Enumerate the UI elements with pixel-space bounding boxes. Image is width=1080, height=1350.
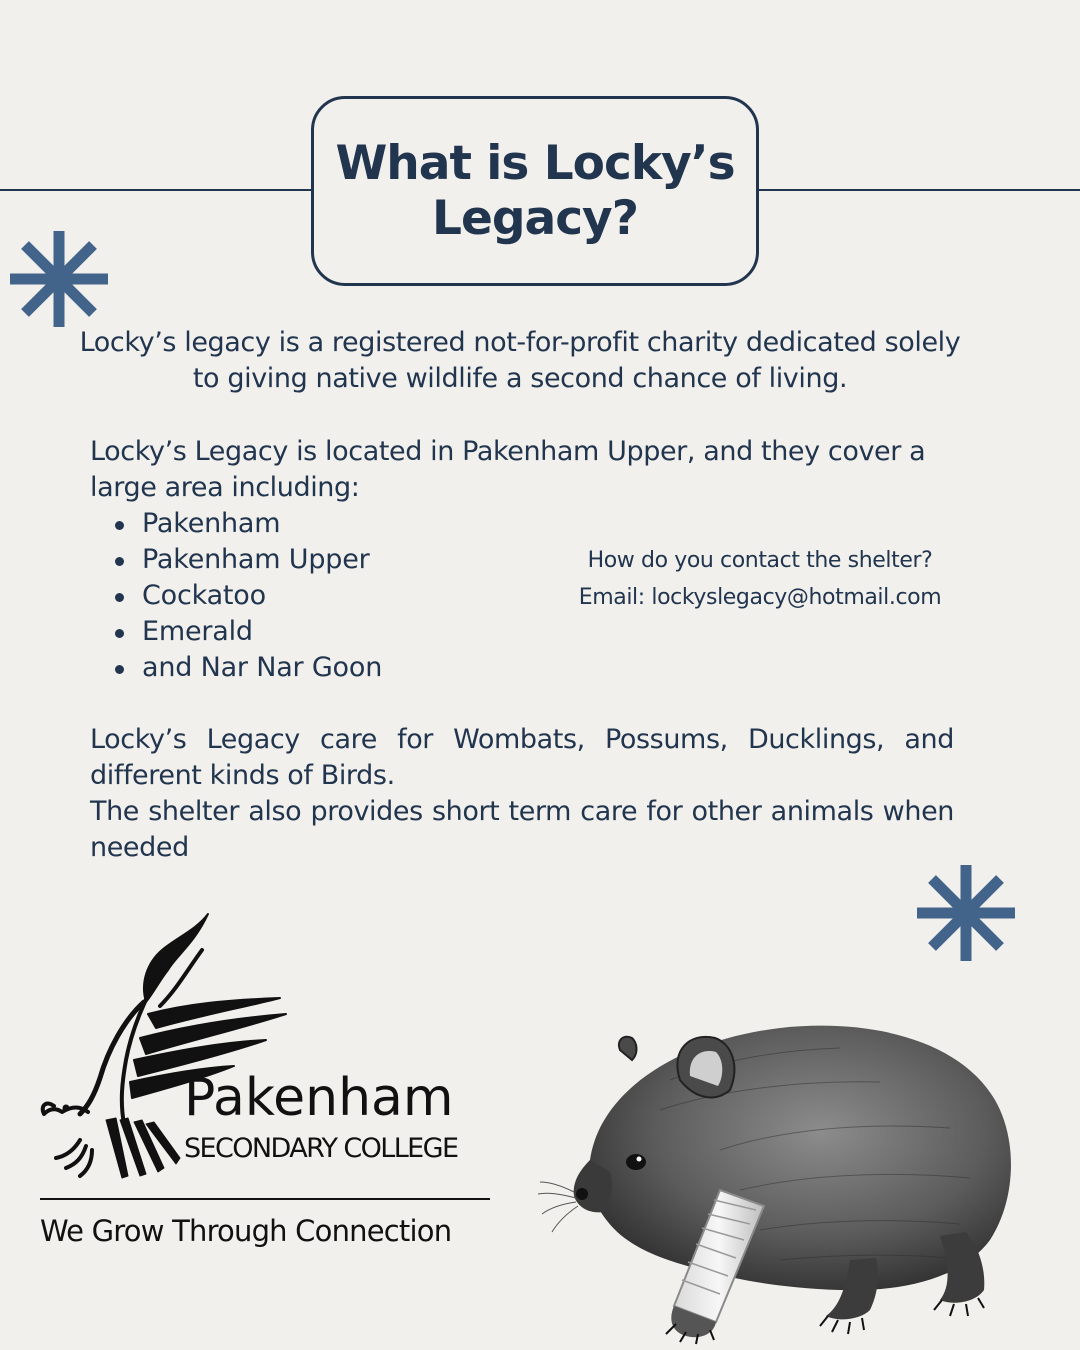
title-box xyxy=(311,96,759,286)
list-item: and Nar Nar Goon xyxy=(90,650,382,686)
care-line: The shelter also provides short term care for other animals when needed xyxy=(90,796,954,863)
contact-info xyxy=(520,542,1000,616)
school-subtitle: SECONDARY COLLEGE xyxy=(184,1133,458,1164)
area-list xyxy=(90,506,382,686)
intro-paragraph: Locky’s legacy is a registered not-for-profit charity dedicated solely to giving native wildlife a second chance of living. xyxy=(79,327,961,394)
school-name: Pakenham xyxy=(184,1068,454,1128)
list-item: Cockatoo xyxy=(90,578,382,614)
care-paragraph xyxy=(90,722,954,866)
list-item: Pakenham xyxy=(90,506,382,542)
asterisk-icon xyxy=(10,231,108,327)
contact-email[interactable]: Email: lockyslegacy@hotmail.com xyxy=(578,585,942,610)
location-paragraph: Locky’s Legacy is located in Pakenham Upper, and they cover a large area including: xyxy=(90,436,926,503)
list-item: Emerald xyxy=(90,614,382,650)
logo-divider xyxy=(40,1198,490,1200)
page-title: What is Locky’s Legacy? xyxy=(335,136,735,246)
asterisk-icon xyxy=(917,865,1015,961)
school-tagline: We Grow Through Connection xyxy=(40,1214,452,1248)
care-line: Locky’s Legacy care for Wombats, Possums, Ducklings, and different kinds of Birds. xyxy=(90,724,954,791)
school-logo xyxy=(36,910,506,1260)
contact-question: How do you contact the shelter? xyxy=(587,548,933,573)
list-item: Pakenham Upper xyxy=(90,542,382,578)
wombat-illustration xyxy=(520,1010,1020,1345)
